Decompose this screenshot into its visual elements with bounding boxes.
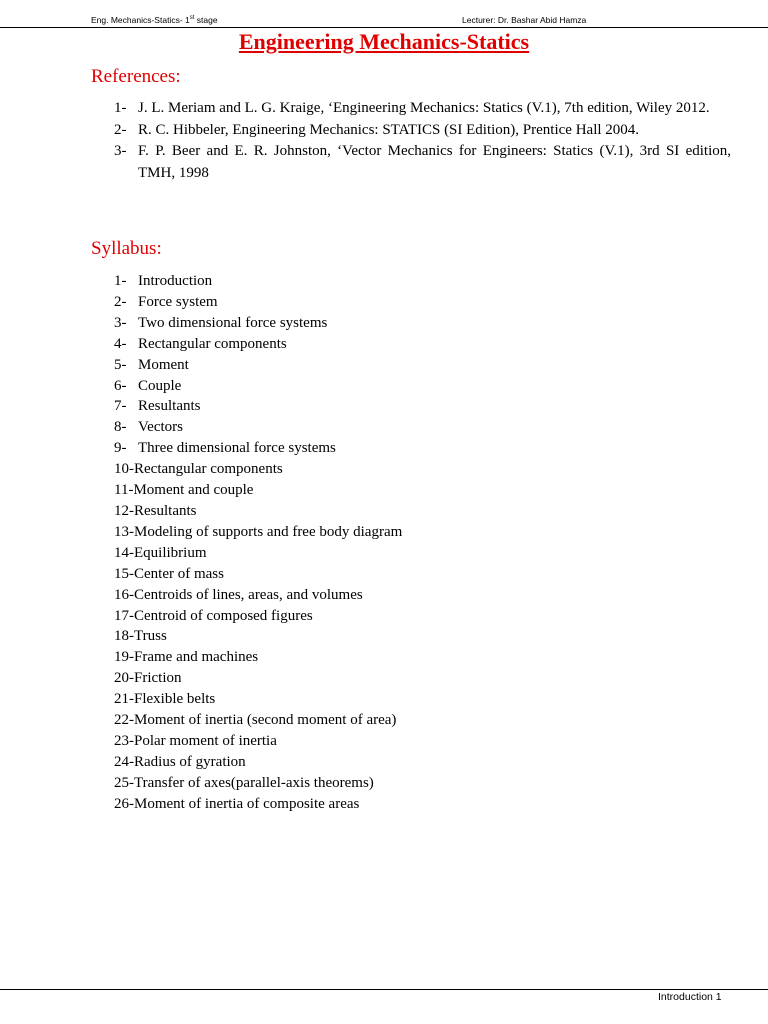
syllabus-text: Two dimensional force systems (138, 314, 328, 331)
syllabus-number: 8- (114, 419, 127, 436)
syllabus-number: 5- (114, 356, 127, 373)
reference-number: 3- (114, 143, 127, 159)
syllabus-number: 24- (114, 753, 134, 770)
syllabus-text: Truss (134, 628, 167, 645)
syllabus-number: 4- (114, 335, 127, 352)
syllabus-text: Moment and couple (133, 482, 254, 499)
syllabus-text: Rectangular components (134, 461, 283, 478)
references-list (114, 98, 731, 184)
syllabus-number: 14- (114, 544, 134, 561)
syllabus-item (114, 271, 402, 292)
syllabus-item (114, 752, 402, 773)
footer-divider (0, 989, 768, 990)
syllabus-text: Polar moment of inertia (134, 732, 277, 749)
syllabus-text: Friction (134, 670, 182, 687)
reference-item (114, 141, 731, 184)
syllabus-item (114, 668, 402, 689)
syllabus-number: 22- (114, 712, 134, 729)
syllabus-text: Moment of inertia of composite areas (134, 795, 360, 812)
syllabus-number: 15- (114, 565, 134, 582)
reference-number: 2- (114, 121, 127, 138)
syllabus-number: 1- (114, 273, 127, 289)
reference-item (114, 98, 731, 120)
syllabus-item (114, 585, 402, 606)
syllabus-heading: Syllabus: (91, 238, 162, 259)
reference-number: 1- (114, 100, 127, 116)
syllabus-item (114, 773, 402, 794)
syllabus-item (114, 689, 402, 710)
syllabus-text: Resultants (134, 502, 197, 519)
syllabus-text: Couple (138, 377, 182, 394)
syllabus-text: Resultants (138, 398, 201, 415)
syllabus-text: Three dimensional force systems (138, 440, 336, 457)
syllabus-text: Transfer of axes(parallel-axis theorems) (134, 774, 374, 791)
syllabus-text: Rectangular components (138, 335, 287, 352)
syllabus-item (114, 480, 402, 501)
syllabus-number: 17- (114, 607, 134, 624)
reference-item (114, 120, 731, 142)
header-lecturer: Lecturer: Dr. Bashar Abid Hamza (462, 15, 587, 25)
syllabus-number: 25- (114, 774, 134, 791)
syllabus-item (114, 606, 402, 627)
syllabus-number: 6- (114, 377, 127, 394)
header-course-sup: st (189, 15, 195, 22)
syllabus-text: Force system (138, 293, 218, 310)
syllabus-text: Modeling of supports and free body diagram (134, 523, 403, 540)
syllabus-text: Flexible belts (134, 691, 216, 708)
syllabus-text: Equilibrium (134, 544, 207, 561)
header-divider (0, 27, 768, 28)
syllabus-item (114, 564, 402, 585)
syllabus-text: Centroids of lines, areas, and volumes (134, 586, 363, 603)
syllabus-item (114, 459, 402, 480)
syllabus-number: 7- (114, 398, 127, 415)
syllabus-item (114, 313, 402, 334)
syllabus-text: Vectors (138, 419, 183, 436)
syllabus-number: 16- (114, 586, 134, 603)
syllabus-text: Frame and machines (134, 649, 259, 666)
syllabus-number: 23- (114, 732, 134, 749)
syllabus-item (114, 396, 402, 417)
syllabus-number: 21- (114, 691, 134, 708)
syllabus-text: Moment of inertia (second moment of area) (134, 712, 397, 729)
page-title: Engineering Mechanics-Statics (238, 29, 530, 54)
syllabus-text: Radius of gyration (134, 753, 246, 770)
syllabus-number: 12- (114, 502, 134, 519)
references-heading: References: (91, 66, 181, 87)
syllabus-number: 19- (114, 649, 134, 666)
syllabus-item (114, 376, 402, 397)
footer-page-label: Introduction 1 (658, 991, 722, 1003)
syllabus-item (114, 292, 402, 313)
syllabus-item (114, 501, 402, 522)
syllabus-item (114, 794, 402, 815)
syllabus-text: Introduction (138, 273, 213, 289)
syllabus-number: 20- (114, 670, 134, 687)
syllabus-number: 10- (114, 461, 134, 478)
reference-text: R. C. Hibbeler, Engineering Mechanics: STATICS (SI Edition), Prentice Hall 2004. (138, 121, 640, 138)
syllabus-item (114, 647, 402, 668)
header-course-prefix: Eng. Mechanics-Statics- 1 (91, 15, 190, 25)
syllabus-number: 26- (114, 795, 134, 812)
syllabus-number: 2- (114, 293, 127, 310)
syllabus-number: 11- (114, 482, 134, 499)
syllabus-item (114, 626, 402, 647)
syllabus-text: Center of mass (134, 565, 224, 582)
syllabus-text: Moment (138, 356, 189, 373)
syllabus-item (114, 731, 402, 752)
syllabus-text: Centroid of composed figures (134, 607, 313, 624)
header-course-suffix: stage (194, 15, 218, 25)
syllabus-list (114, 271, 402, 815)
reference-text: J. L. Meriam and L. G. Kraige, ‘Engineering Mechanics: Statics (V.1), 7th edition, Wiley 2012. (138, 100, 710, 116)
syllabus-item (114, 355, 402, 376)
reference-text: F. P. Beer and E. R. Johnston, ‘Vector Mechanics for Engineers: Statics (V.1), 3rd SI edition, TMH, 1998 (138, 143, 731, 181)
syllabus-item (114, 438, 402, 459)
header-course (91, 15, 218, 25)
syllabus-number: 18- (114, 628, 134, 645)
syllabus-item (114, 543, 402, 564)
syllabus-item (114, 710, 402, 731)
syllabus-item (114, 522, 402, 543)
syllabus-number: 13- (114, 523, 134, 540)
syllabus-number: 3- (114, 314, 127, 331)
syllabus-item (114, 417, 402, 438)
syllabus-item (114, 334, 402, 355)
syllabus-number: 9- (114, 440, 127, 457)
